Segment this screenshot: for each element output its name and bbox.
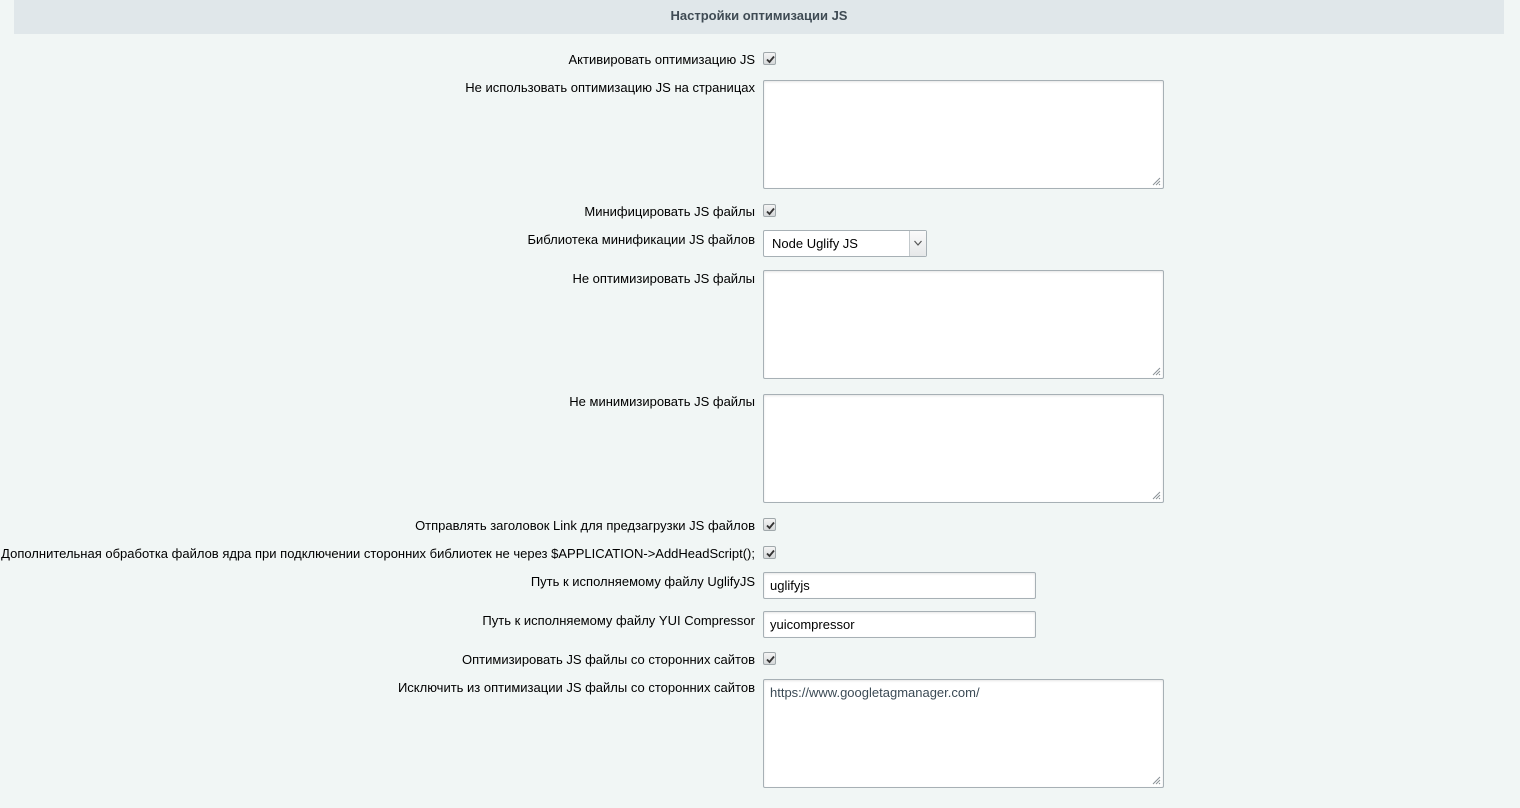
external-optimize-label: Оптимизировать JS файлы со сторонних сайтов (462, 652, 755, 667)
yui-path-label: Путь к исполняемому файлу YUI Compressor (482, 613, 755, 628)
dropdown-button[interactable] (909, 231, 926, 256)
minify-label: Минифицировать JS файлы (584, 204, 755, 219)
checkmark-icon (765, 54, 776, 65)
yui-path-value: yuicompressor (770, 617, 855, 632)
minify-library-value: Node Uglify JS (772, 236, 858, 251)
preload-link-label: Отправлять заголовок Link для предзагрузки JS файлов (415, 518, 755, 533)
external-exclude-label: Исключить из оптимизации JS файлы со сторонних сайтов (397, 680, 755, 695)
section-title: Настройки оптимизации JS (670, 8, 848, 23)
core-processing-label: Дополнительная обработка файлов ядра при подключении сторонних библиотек не через $APPLICATION->AddHeadScript(); (1, 546, 755, 561)
resize-grip-icon[interactable] (1152, 491, 1161, 500)
resize-grip-icon[interactable] (1152, 367, 1161, 376)
exclude-pages-label: Не использовать оптимизацию JS на страницах (465, 80, 755, 95)
activate-optimization-label: Активировать оптимизацию JS (568, 52, 755, 67)
minify-library-select[interactable] (763, 230, 927, 257)
core-processing-checkbox[interactable] (763, 546, 776, 559)
checkmark-icon (765, 206, 776, 217)
external-exclude-textarea[interactable] (763, 679, 1164, 788)
no-optimize-label: Не оптимизировать JS файлы (572, 271, 755, 286)
minify-library-label: Библиотека минификации JS файлов (527, 232, 755, 247)
resize-grip-icon[interactable] (1152, 177, 1161, 186)
exclude-pages-textarea[interactable] (763, 80, 1164, 189)
no-optimize-textarea[interactable] (763, 270, 1164, 379)
external-optimize-checkbox[interactable] (763, 652, 776, 665)
no-minify-textarea[interactable] (763, 394, 1164, 503)
resize-grip-icon[interactable] (1152, 776, 1161, 785)
uglify-path-input[interactable] (763, 572, 1036, 599)
checkmark-icon (765, 548, 776, 559)
uglify-path-value: uglifyjs (770, 578, 810, 593)
checkmark-icon (765, 520, 776, 531)
section-header (14, 0, 1504, 34)
no-minify-label: Не минимизировать JS файлы (569, 394, 755, 409)
yui-path-input[interactable] (763, 611, 1036, 638)
chevron-down-icon (914, 240, 922, 246)
minify-checkbox[interactable] (763, 204, 776, 217)
preload-link-checkbox[interactable] (763, 518, 776, 531)
external-exclude-value: https://www.googletagmanager.com/ (770, 685, 980, 700)
checkmark-icon (765, 654, 776, 665)
uglify-path-label: Путь к исполняемому файлу UglifyJS (530, 574, 755, 589)
activate-optimization-checkbox[interactable] (763, 52, 776, 65)
